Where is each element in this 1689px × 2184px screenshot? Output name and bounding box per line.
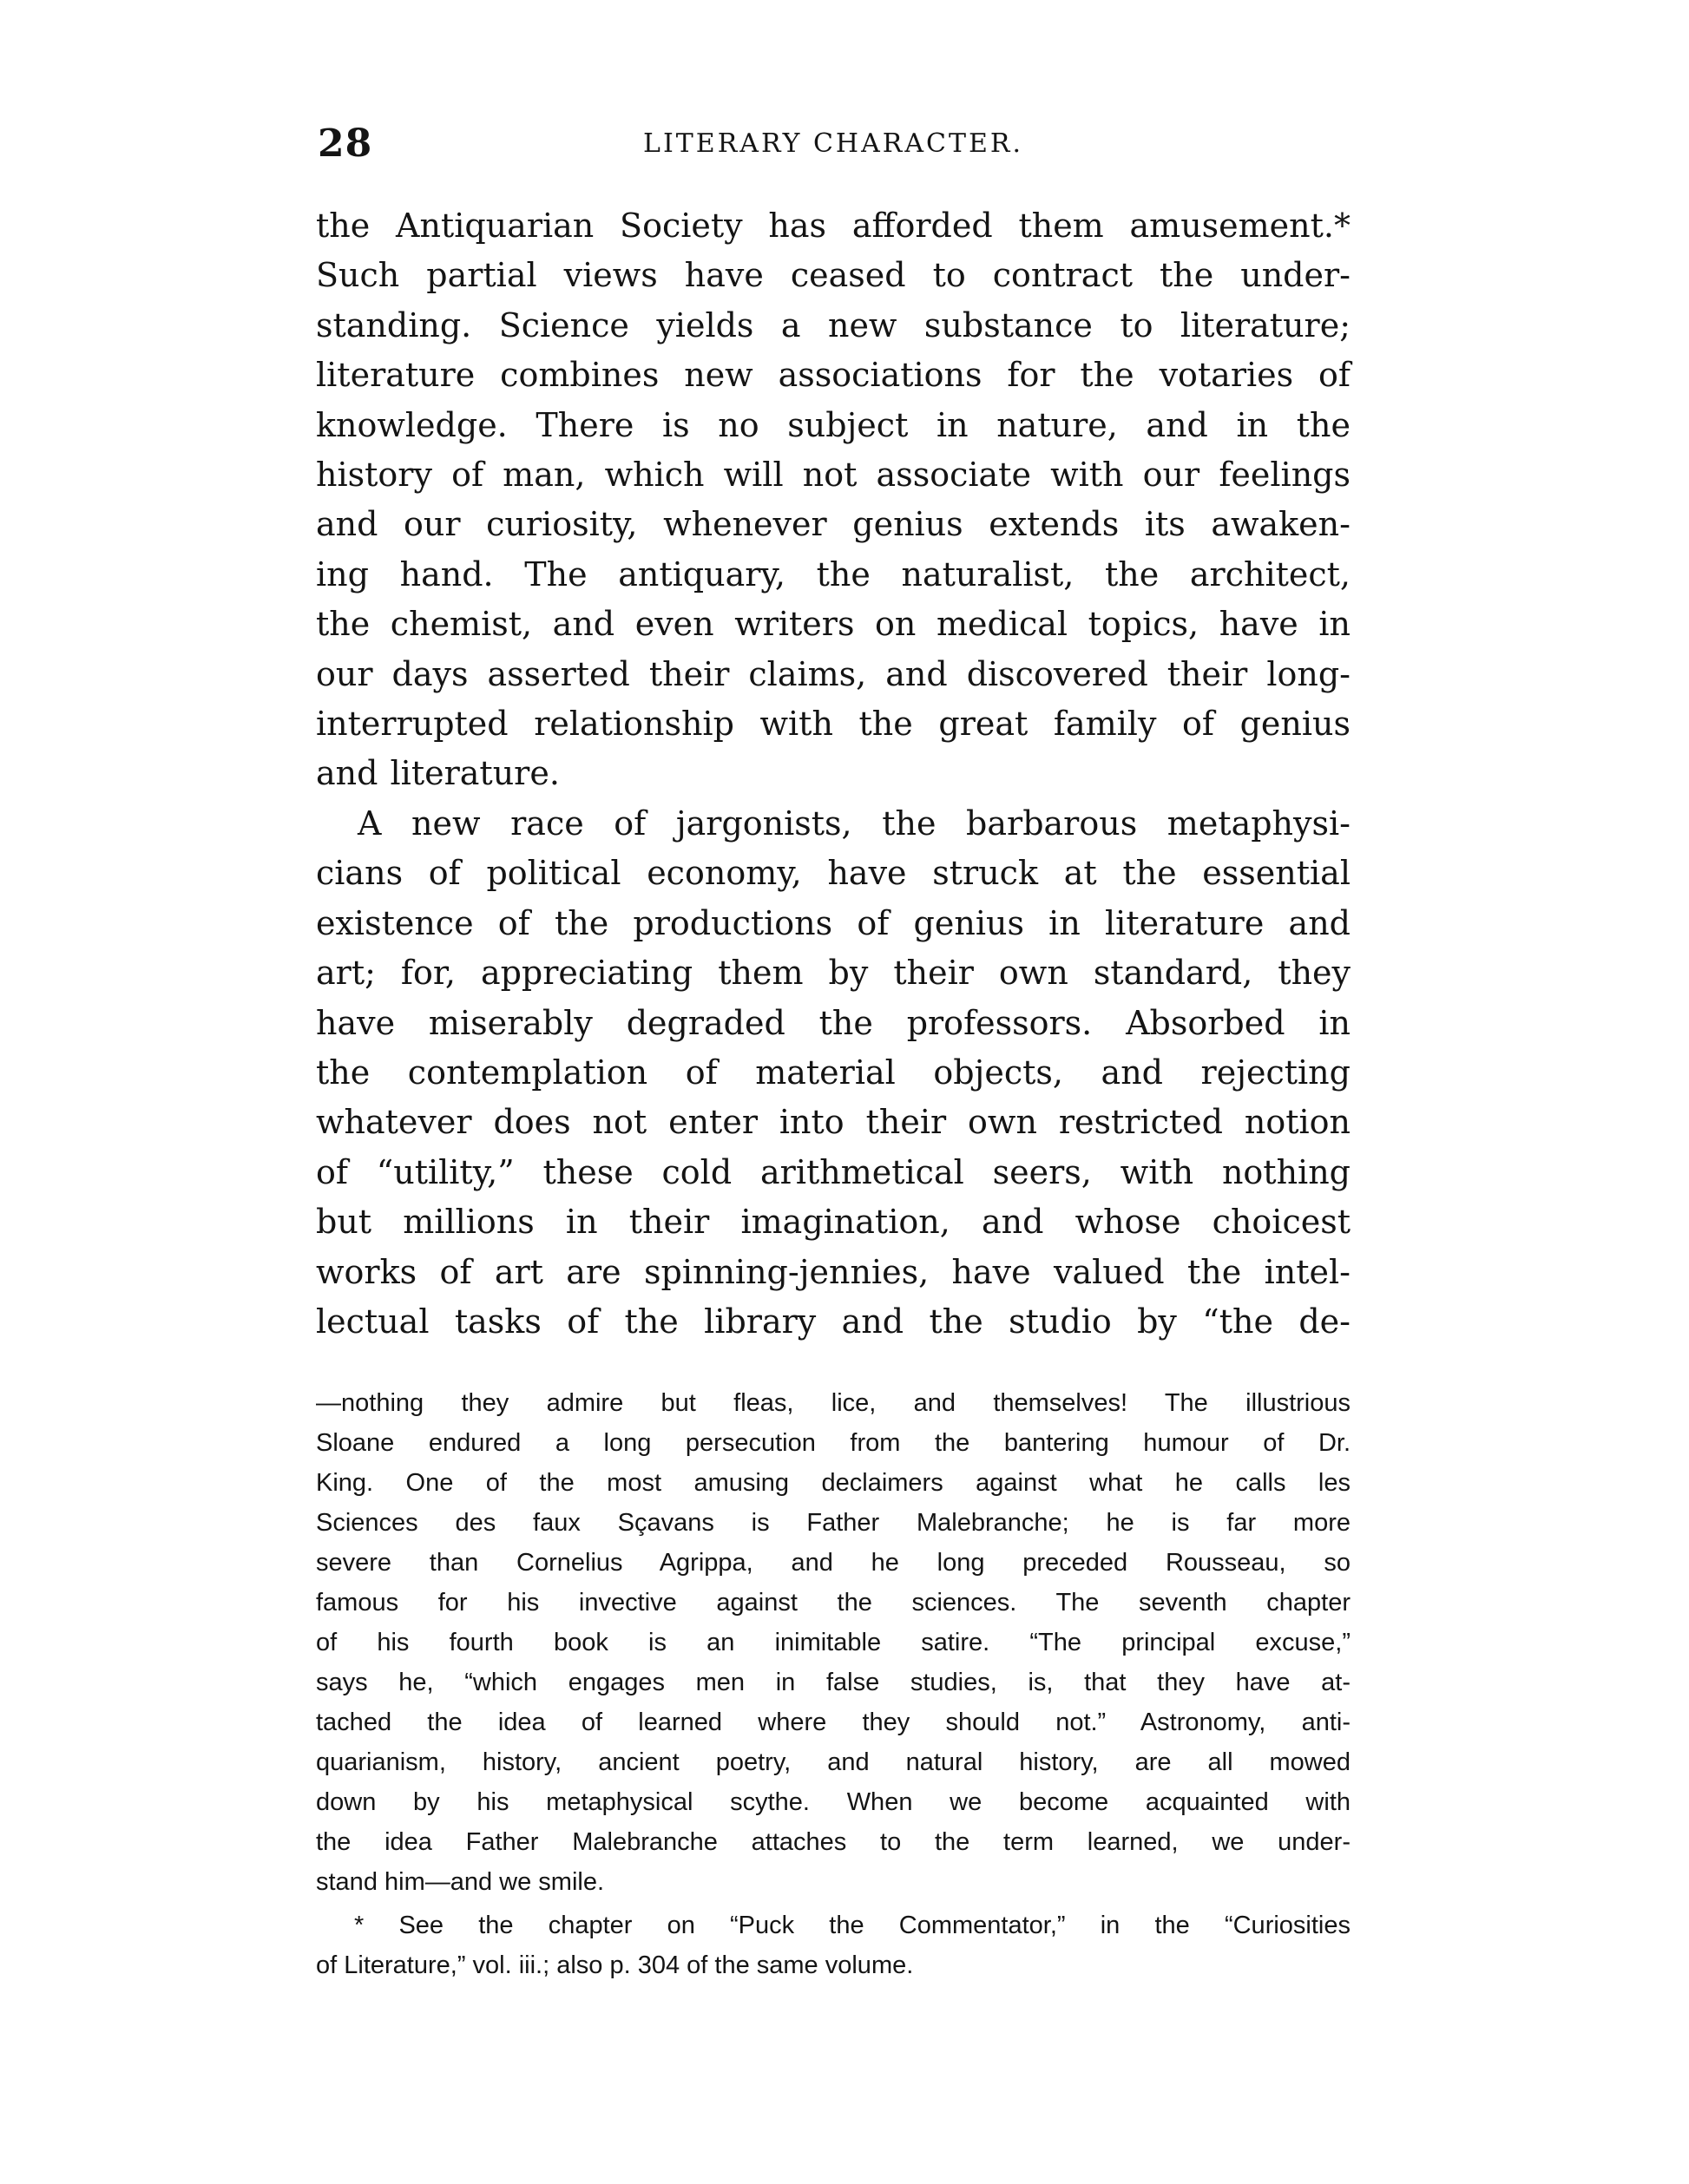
body-line: cians of political economy, have struck at the essential [316,854,1351,893]
body-line: the chemist, and even writers on medical topics, have in [316,605,1351,644]
footnote-line: Sloane endured a long persecution from the bantering humour of Dr. [316,1429,1351,1458]
footnote-line: King. One of the most amusing declaimers against what he calls les [316,1469,1351,1498]
footnote-star [316,1905,1351,1985]
body-line: of “utility,” these cold arithmetical seers, with nothing [316,1152,1351,1191]
body-line: but millions in their imagination, and whose choicest [316,1203,1351,1242]
body-line: standing. Science yields a new substance to literature; [316,305,1351,344]
page-number: 28 [318,121,373,166]
footnote-line: of Literature,” vol. iii.; also p. 304 of the same volume. [316,1951,914,1980]
footnote-line: quarianism, history, ancient poetry, and natural history, are all mowed [316,1748,1351,1777]
footnote-line: famous for his invective against the sciences. The seventh chapter [316,1589,1351,1617]
footnote-continued [316,1383,1351,1902]
body-line: works of art are spinning-jennies, have valued the intel- [316,1252,1351,1291]
footnote-line: down by his metaphysical scythe. When we become acquainted with [316,1788,1351,1817]
body-line: the Antiquarian Society has afforded them amusement.* [316,207,1351,245]
body-line: have miserably degraded the professors. Absorbed in [316,1003,1351,1042]
body-line: and our curiosity, whenever genius extends its awaken- [316,505,1351,544]
body-line: ing hand. The antiquary, the naturalist, the architect, [316,554,1351,594]
body-line: existence of the productions of genius in literature and [316,903,1351,942]
body-line: A new race of jargonists, the barbarous metaphysi- [358,803,1351,843]
footnote-line: of his fourth book is an inimitable satire. “The principal excuse,” [316,1629,1351,1657]
body-line: whatever does not enter into their own restricted notion [316,1103,1351,1142]
footnote-line: tached the idea of learned where they should not.” Astronomy, anti- [316,1709,1351,1737]
footnote-line: the idea Father Malebranche attaches to the term learned, we under- [316,1828,1351,1857]
footnote-line: severe than Cornelius Agrippa, and he long preceded Rousseau, so [316,1549,1351,1577]
body-line: literature combines new associations for the votaries of [316,356,1351,395]
footnote-line: says he, “which engages men in false studies, is, that they have at- [316,1669,1351,1697]
footnote-line: * See the chapter on “Puck the Commentator,” in the “Curiosities [354,1912,1351,1940]
body-line: Such partial views have ceased to contract the under- [316,256,1351,295]
body-line: the contemplation of material objects, and rejecting [316,1053,1351,1092]
running-title: LITERARY CHARACTER. [643,128,1023,159]
body-line: our days asserted their claims, and discovered their long- [316,654,1351,693]
body-line: history of man, which will not associate with our feelings [316,456,1351,495]
body-line: art; for, appreciating them by their own standard, they [316,954,1351,993]
footnote-line: Sciences des faux Sçavans is Father Malebranche; he is far more [316,1509,1351,1538]
running-head [316,121,1351,174]
body-line: and literature. [316,754,560,793]
body-line: lectual tasks of the library and the studio by “the de- [316,1302,1351,1341]
footnotes [316,1383,1351,1985]
book-page [316,121,1351,1985]
body-line: knowledge. There is no subject in nature, and in the [316,405,1351,444]
body-paragraph-2 [316,799,1351,1347]
footnote-line: —nothing they admire but fleas, lice, and themselves! The illustrious [316,1389,1351,1418]
footnote-line: stand him—and we smile. [316,1868,605,1897]
body-paragraph-1 [316,201,1351,799]
body-line: interrupted relationship with the great family of genius [316,705,1351,744]
